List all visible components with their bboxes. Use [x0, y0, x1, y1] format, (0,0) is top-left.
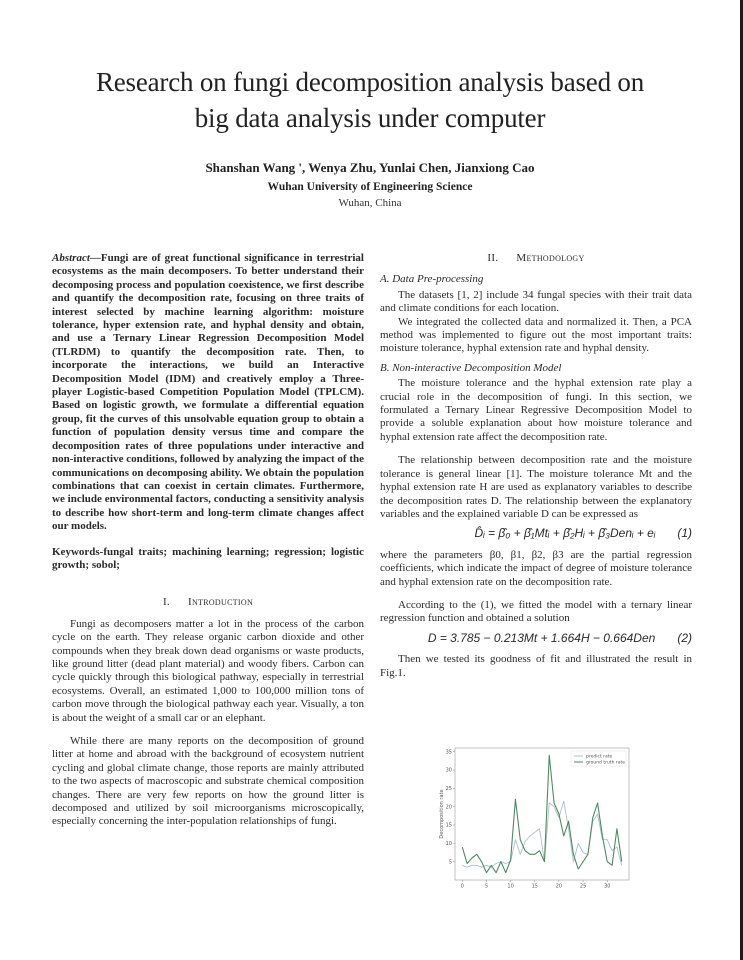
city: Wuhan, China — [338, 197, 402, 209]
section-number: II. — [487, 252, 499, 264]
introduction-heading — [52, 596, 364, 609]
figure-1-chart — [437, 742, 637, 892]
title-line-2: big data analysis under computer — [194, 103, 546, 133]
right-column — [380, 252, 692, 680]
equation-2 — [380, 632, 692, 645]
equation-1-body: D̂ᵢ = β̂₀ + β̂₁Mtᵢ + β̂₂Hᵢ + β̂₃Denᵢ + eᵢ — [474, 526, 656, 541]
affiliation: Wuhan University of Engineering Science — [267, 181, 473, 193]
y-tick-label: 15 — [445, 822, 452, 829]
authors: Shanshan Wang ', Wenya Zhu, Yunlai Chen, Jianxiong Cao — [205, 160, 535, 175]
abstract-text: Fungi are of great functional significance in terrestrial ecosystems as the main decomposers. To better understand their decomposing process and population coexistence, we first describe and quantify the decomposition rate, focusing on three traits of interest selected by machine learning algorithm: moisture tolerance, hyper extension rate, and hyphal density and obtain, and use a Ternary Linear Regression Decomposition Model (TLRDM) to quantify the decomposition rate. Then, to incorporate the interactions, we build an Interactive Decomposition Model (IDM) and creatively employ a Three-player Logistic-based Competition Population Model (TPLCM). Based on logistic growth, we formulate a differential equation group, fit the curves of this unsolvable equation group to obtain a function of population density versus time and compare the decomposition rates of three populations under interactive and non-interactive conditions, followed by analyzing the impact of the communications on decomposing ability. We obtain the population combinations that can coexist in certain climates. Furthermore, we include environmental factors, conducting a sensitivity analysis to describe how short-term and long-term climate changes affect our models. — [52, 252, 364, 533]
section-title: Introduction — [187, 596, 254, 609]
title-line-1: Research on fungi decomposition analysis based on — [95, 67, 645, 97]
y-tick-label: 30 — [445, 767, 452, 774]
equation-2-body: D = 3.785 − 0.213Mt + 1.664H − 0.664Den — [427, 630, 656, 645]
paragraph-a2: We integrated the collected data and normalized it. Then, a PCA method was implemented to figure out the most important traits: moisture tolerance, hyphal extension rate and hyphal density. — [380, 315, 692, 355]
subsection-a-heading: A. Data Pre-processing — [380, 273, 484, 286]
paragraph-b5: Then we tested its goodness of fit and illustrated the result in Fig.1. — [380, 653, 692, 679]
y-tick-label: 10 — [445, 841, 452, 848]
x-tick-label: 0 — [460, 883, 464, 890]
section-title: Methodology — [516, 252, 585, 264]
legend-label: predict rate — [586, 754, 613, 760]
x-tick-label: 20 — [555, 883, 563, 890]
section-number: I. — [162, 596, 170, 609]
keywords: Keywords-fungal traits; machining learning; regression; logistic growth; sobol; — [52, 545, 364, 571]
equation-1-number: (1) — [677, 526, 692, 541]
intro-paragraph-2: While there are many reports on the decomposition of ground litter at home and abroad with the background of ecosystem nutrient cycling and global climate change, those reports are mainly attributed to the two aspects of macroscopic and substrate chemical composition changes. There are very few reports on how the ground litter is decomposed and utilized by soil microorganisms microscopically, especially concerning the inter-population relationships of fungi. — [52, 735, 364, 828]
paragraph-b2: The relationship between decomposition rate and the moisture tolerance is general linear [1]. The moisture tolerance Mt and the hyphal extension rate H are used as explanatory variables to describe the decomposition rates D. The relationship between the explanatory variables and the explained variable D can be expressed as — [380, 454, 692, 520]
abstract-lead: Abstract— — [52, 252, 101, 264]
subsection-b-heading: B. Non-interactive Decomposition Model — [380, 361, 562, 374]
y-axis-label: Decomposition rate — [439, 789, 445, 839]
x-tick-label: 25 — [579, 883, 587, 890]
intro-paragraph-1: Fungi as decomposers matter a lot in the process of the carbon cycle on the earth. They release organic carbon dioxide and other compounds when they break down dead organisms or waste products, like ground litter (dead plant material) and woody fibers. Carbon can cycle quickly through this biological pathway, especially in terrestrial ecosystems. Overall, an estimated 1,000 to 100,000 million tons of carbon move through the biological pathway each year. Visually, a ton is about the weight of a small car or an elephant. — [52, 617, 364, 724]
y-tick-label: 25 — [445, 786, 452, 793]
x-tick-label: 5 — [484, 883, 489, 890]
equation-1 — [380, 527, 692, 540]
legend-label: ground truth rate — [586, 760, 626, 766]
paragraph-b1: The moisture tolerance and the hyphal extension rate play a crucial role in the decomposition of fungi. In this section, we formulated a Ternary Linear Regressive Decomposition Model to provide a soluble explanation about how moisture tolerance and hyphal extension rate affect the decomposition rate. — [380, 377, 692, 443]
chart-svg — [437, 742, 637, 892]
left-column — [52, 252, 364, 829]
paragraph-b4: According to the (1), we fitted the model with a ternary linear regression function and obtained a solution — [380, 598, 692, 625]
x-tick-label: 30 — [604, 883, 611, 890]
x-tick-label: 15 — [531, 883, 538, 890]
y-tick-label: 35 — [445, 749, 452, 756]
methodology-heading — [380, 252, 692, 265]
abstract — [52, 252, 364, 534]
y-tick-label: 20 — [445, 804, 452, 811]
x-tick-label: 10 — [507, 883, 514, 890]
paragraph-a1: The datasets [1, 2] include 34 fungal species with their trait data and climate conditions for each location. — [380, 288, 692, 315]
y-tick-label: 5 — [448, 859, 452, 866]
equation-2-number: (2) — [677, 630, 692, 645]
paragraph-b3: where the parameters β0, β1, β2, β3 are the partial regression coefficients, which indicate the impact of degree of moisture tolerance and hyphal extension rate on the decomposition rate. — [380, 548, 692, 588]
paper-title — [0, 64, 740, 136]
